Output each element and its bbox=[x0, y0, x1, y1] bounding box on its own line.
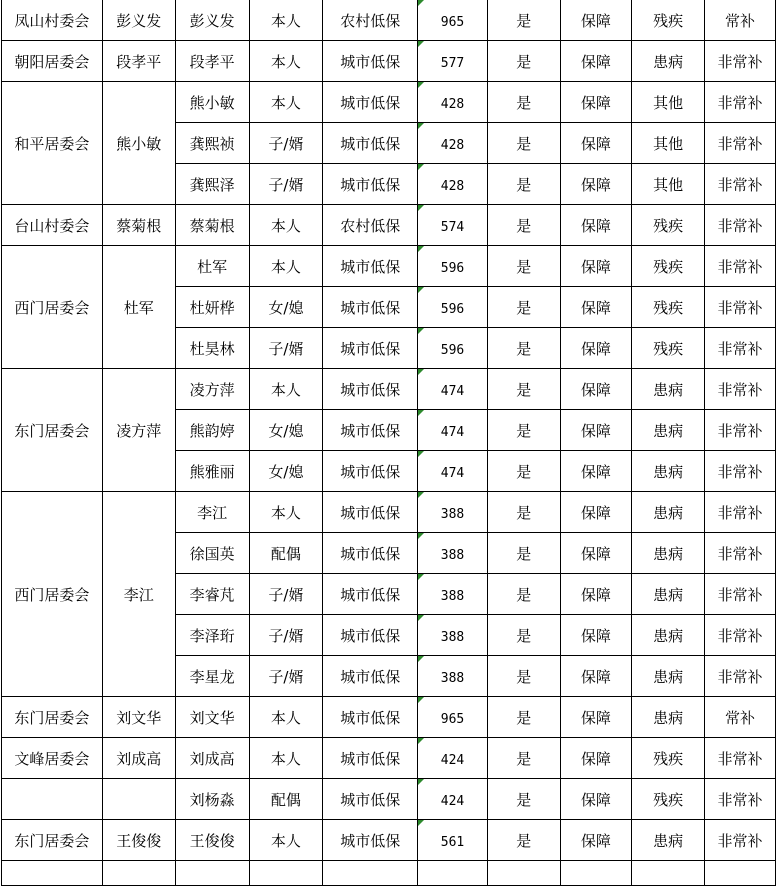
relation-cell[interactable]: 女/媳 bbox=[249, 410, 323, 451]
relation-cell[interactable]: 本人 bbox=[249, 0, 323, 41]
table-row bbox=[2, 820, 776, 861]
relation-cell[interactable]: 本人 bbox=[249, 246, 323, 287]
subsidy-cell[interactable]: 非常补 bbox=[705, 451, 776, 492]
table-row bbox=[2, 738, 776, 779]
member-name-cell[interactable]: 龚熙泽 bbox=[175, 164, 249, 205]
community-cell[interactable]: 和平居委会 bbox=[2, 82, 103, 205]
category-cell[interactable]: 保障 bbox=[560, 287, 632, 328]
reason-cell[interactable]: 患病 bbox=[632, 369, 705, 410]
table-row bbox=[2, 861, 776, 886]
relation-cell[interactable]: 本人 bbox=[249, 738, 323, 779]
member-name-cell[interactable]: 龚熙祯 bbox=[175, 123, 249, 164]
assistance-type-cell[interactable] bbox=[323, 861, 418, 886]
amount-cell[interactable]: 424 bbox=[418, 779, 488, 820]
assistance-type-cell[interactable]: 城市低保 bbox=[323, 697, 418, 738]
category-cell[interactable]: 保障 bbox=[560, 697, 632, 738]
assistance-type-cell[interactable]: 城市低保 bbox=[323, 164, 418, 205]
assistance-table bbox=[1, 0, 776, 886]
flag-cell[interactable]: 是 bbox=[487, 164, 560, 205]
category-cell[interactable]: 保障 bbox=[560, 492, 632, 533]
amount-cell[interactable] bbox=[418, 861, 488, 886]
assistance-type-cell[interactable]: 城市低保 bbox=[323, 123, 418, 164]
table-row bbox=[2, 0, 776, 41]
amount-cell[interactable]: 428 bbox=[418, 123, 488, 164]
member-name-cell[interactable]: 杜妍桦 bbox=[175, 287, 249, 328]
subsidy-cell[interactable]: 非常补 bbox=[705, 123, 776, 164]
relation-cell[interactable] bbox=[249, 861, 323, 886]
relation-cell[interactable]: 子/婿 bbox=[249, 656, 323, 697]
table-row bbox=[2, 779, 776, 820]
reason-cell[interactable]: 患病 bbox=[632, 615, 705, 656]
reason-cell[interactable]: 残疾 bbox=[632, 205, 705, 246]
category-cell[interactable] bbox=[560, 861, 632, 886]
reason-cell[interactable] bbox=[632, 861, 705, 886]
assistance-type-cell[interactable]: 城市低保 bbox=[323, 574, 418, 615]
subsidy-cell[interactable]: 非常补 bbox=[705, 738, 776, 779]
relation-cell[interactable]: 本人 bbox=[249, 492, 323, 533]
member-name-cell[interactable]: 熊雅丽 bbox=[175, 451, 249, 492]
category-cell[interactable]: 保障 bbox=[560, 820, 632, 861]
amount-cell[interactable]: 428 bbox=[418, 164, 488, 205]
flag-cell[interactable]: 是 bbox=[487, 41, 560, 82]
community-cell[interactable]: 东门居委会 bbox=[2, 820, 103, 861]
relation-cell[interactable]: 女/媳 bbox=[249, 451, 323, 492]
household-head-cell[interactable]: 王俊俊 bbox=[102, 820, 175, 861]
amount-cell[interactable]: 388 bbox=[418, 615, 488, 656]
flag-cell[interactable]: 是 bbox=[487, 492, 560, 533]
subsidy-cell[interactable]: 非常补 bbox=[705, 205, 776, 246]
member-name-cell[interactable]: 李泽珩 bbox=[175, 615, 249, 656]
flag-cell[interactable]: 是 bbox=[487, 369, 560, 410]
relation-cell[interactable]: 本人 bbox=[249, 82, 323, 123]
flag-cell[interactable]: 是 bbox=[487, 738, 560, 779]
member-name-cell[interactable]: 凌方萍 bbox=[175, 369, 249, 410]
flag-cell[interactable]: 是 bbox=[487, 205, 560, 246]
flag-cell[interactable]: 是 bbox=[487, 82, 560, 123]
community-cell[interactable]: 东门居委会 bbox=[2, 369, 103, 492]
relation-cell[interactable]: 本人 bbox=[249, 697, 323, 738]
category-cell[interactable]: 保障 bbox=[560, 574, 632, 615]
amount-cell[interactable]: 388 bbox=[418, 533, 488, 574]
assistance-type-cell[interactable]: 城市低保 bbox=[323, 246, 418, 287]
flag-cell[interactable] bbox=[487, 861, 560, 886]
member-name-cell[interactable]: 刘成高 bbox=[175, 738, 249, 779]
assistance-type-cell[interactable]: 城市低保 bbox=[323, 615, 418, 656]
member-name-cell[interactable]: 李江 bbox=[175, 492, 249, 533]
assistance-type-cell[interactable]: 城市低保 bbox=[323, 82, 418, 123]
table-row bbox=[2, 205, 776, 246]
category-cell[interactable]: 保障 bbox=[560, 82, 632, 123]
assistance-type-cell[interactable]: 城市低保 bbox=[323, 328, 418, 369]
reason-cell[interactable]: 其他 bbox=[632, 123, 705, 164]
category-cell[interactable]: 保障 bbox=[560, 451, 632, 492]
community-cell[interactable]: 文峰居委会 bbox=[2, 738, 103, 779]
amount-cell[interactable]: 388 bbox=[418, 492, 488, 533]
subsidy-cell[interactable]: 非常补 bbox=[705, 41, 776, 82]
table-row bbox=[2, 369, 776, 410]
relation-cell[interactable]: 女/媳 bbox=[249, 287, 323, 328]
subsidy-cell[interactable] bbox=[705, 861, 776, 886]
flag-cell[interactable]: 是 bbox=[487, 246, 560, 287]
household-head-cell[interactable]: 彭义发 bbox=[102, 0, 175, 41]
assistance-type-cell[interactable]: 城市低保 bbox=[323, 533, 418, 574]
relation-cell[interactable]: 子/婿 bbox=[249, 328, 323, 369]
category-cell[interactable]: 保障 bbox=[560, 533, 632, 574]
reason-cell[interactable]: 残疾 bbox=[632, 738, 705, 779]
flag-cell[interactable]: 是 bbox=[487, 779, 560, 820]
amount-cell[interactable]: 596 bbox=[418, 246, 488, 287]
flag-cell[interactable]: 是 bbox=[487, 574, 560, 615]
reason-cell[interactable]: 其他 bbox=[632, 164, 705, 205]
member-name-cell[interactable]: 杜昊林 bbox=[175, 328, 249, 369]
reason-cell[interactable]: 患病 bbox=[632, 574, 705, 615]
category-cell[interactable]: 保障 bbox=[560, 369, 632, 410]
subsidy-cell[interactable]: 非常补 bbox=[705, 492, 776, 533]
flag-cell[interactable]: 是 bbox=[487, 451, 560, 492]
member-name-cell[interactable]: 王俊俊 bbox=[175, 820, 249, 861]
table-row bbox=[2, 41, 776, 82]
assistance-type-cell[interactable]: 城市低保 bbox=[323, 410, 418, 451]
category-cell[interactable]: 保障 bbox=[560, 205, 632, 246]
amount-cell[interactable]: 596 bbox=[418, 287, 488, 328]
community-cell[interactable] bbox=[2, 779, 103, 820]
table-row bbox=[2, 246, 776, 287]
flag-cell[interactable]: 是 bbox=[487, 0, 560, 41]
household-head-cell[interactable]: 杜军 bbox=[102, 246, 175, 369]
member-name-cell[interactable]: 杜军 bbox=[175, 246, 249, 287]
category-cell[interactable]: 保障 bbox=[560, 656, 632, 697]
member-name-cell[interactable]: 段孝平 bbox=[175, 41, 249, 82]
member-name-cell[interactable]: 刘杨淼 bbox=[175, 779, 249, 820]
reason-cell[interactable]: 患病 bbox=[632, 656, 705, 697]
subsidy-cell[interactable]: 非常补 bbox=[705, 82, 776, 123]
member-name-cell[interactable]: 蔡菊根 bbox=[175, 205, 249, 246]
community-cell[interactable]: 西门居委会 bbox=[2, 246, 103, 369]
flag-cell[interactable]: 是 bbox=[487, 656, 560, 697]
subsidy-cell[interactable]: 非常补 bbox=[705, 615, 776, 656]
reason-cell[interactable]: 患病 bbox=[632, 41, 705, 82]
household-head-cell[interactable]: 蔡菊根 bbox=[102, 205, 175, 246]
amount-cell[interactable]: 561 bbox=[418, 820, 488, 861]
reason-cell[interactable]: 残疾 bbox=[632, 0, 705, 41]
subsidy-cell[interactable]: 非常补 bbox=[705, 369, 776, 410]
reason-cell[interactable]: 患病 bbox=[632, 492, 705, 533]
amount-cell[interactable]: 474 bbox=[418, 369, 488, 410]
amount-cell[interactable]: 474 bbox=[418, 451, 488, 492]
reason-cell[interactable]: 患病 bbox=[632, 451, 705, 492]
reason-cell[interactable]: 残疾 bbox=[632, 328, 705, 369]
category-cell[interactable]: 保障 bbox=[560, 738, 632, 779]
category-cell[interactable]: 保障 bbox=[560, 615, 632, 656]
subsidy-cell[interactable]: 常补 bbox=[705, 697, 776, 738]
reason-cell[interactable]: 残疾 bbox=[632, 779, 705, 820]
reason-cell[interactable]: 残疾 bbox=[632, 287, 705, 328]
assistance-type-cell[interactable]: 城市低保 bbox=[323, 779, 418, 820]
category-cell[interactable]: 保障 bbox=[560, 410, 632, 451]
assistance-type-cell[interactable]: 农村低保 bbox=[323, 0, 418, 41]
assistance-type-cell[interactable]: 农村低保 bbox=[323, 205, 418, 246]
table-row bbox=[2, 492, 776, 533]
assistance-type-cell[interactable]: 城市低保 bbox=[323, 738, 418, 779]
assistance-type-cell[interactable]: 城市低保 bbox=[323, 287, 418, 328]
reason-cell[interactable]: 患病 bbox=[632, 533, 705, 574]
member-name-cell[interactable]: 彭义发 bbox=[175, 0, 249, 41]
subsidy-cell[interactable]: 非常补 bbox=[705, 287, 776, 328]
household-head-cell[interactable]: 刘成高 bbox=[102, 738, 175, 779]
member-name-cell[interactable]: 李星龙 bbox=[175, 656, 249, 697]
relation-cell[interactable]: 本人 bbox=[249, 41, 323, 82]
flag-cell[interactable]: 是 bbox=[487, 533, 560, 574]
category-cell[interactable]: 保障 bbox=[560, 123, 632, 164]
reason-cell[interactable]: 其他 bbox=[632, 82, 705, 123]
flag-cell[interactable]: 是 bbox=[487, 410, 560, 451]
subsidy-cell[interactable]: 非常补 bbox=[705, 164, 776, 205]
subsidy-cell[interactable]: 非常补 bbox=[705, 246, 776, 287]
reason-cell[interactable]: 患病 bbox=[632, 820, 705, 861]
household-head-cell[interactable]: 熊小敏 bbox=[102, 82, 175, 205]
member-name-cell[interactable]: 熊小敏 bbox=[175, 82, 249, 123]
reason-cell[interactable]: 残疾 bbox=[632, 246, 705, 287]
assistance-type-cell[interactable]: 城市低保 bbox=[323, 41, 418, 82]
category-cell[interactable]: 保障 bbox=[560, 0, 632, 41]
reason-cell[interactable]: 患病 bbox=[632, 410, 705, 451]
household-head-cell[interactable]: 李江 bbox=[102, 492, 175, 697]
category-cell[interactable]: 保障 bbox=[560, 41, 632, 82]
reason-cell[interactable]: 患病 bbox=[632, 697, 705, 738]
relation-cell[interactable]: 本人 bbox=[249, 205, 323, 246]
assistance-type-cell[interactable]: 城市低保 bbox=[323, 492, 418, 533]
member-name-cell[interactable]: 刘文华 bbox=[175, 697, 249, 738]
amount-cell[interactable]: 574 bbox=[418, 205, 488, 246]
flag-cell[interactable]: 是 bbox=[487, 697, 560, 738]
relation-cell[interactable]: 子/婿 bbox=[249, 574, 323, 615]
community-cell[interactable]: 东门居委会 bbox=[2, 697, 103, 738]
flag-cell[interactable]: 是 bbox=[487, 820, 560, 861]
amount-cell[interactable]: 965 bbox=[418, 0, 488, 41]
community-cell[interactable]: 朝阳居委会 bbox=[2, 41, 103, 82]
relation-cell[interactable]: 子/婿 bbox=[249, 615, 323, 656]
relation-cell[interactable]: 配偶 bbox=[249, 779, 323, 820]
flag-cell[interactable]: 是 bbox=[487, 287, 560, 328]
subsidy-cell[interactable]: 常补 bbox=[705, 0, 776, 41]
community-cell[interactable] bbox=[2, 861, 103, 886]
table-row bbox=[2, 697, 776, 738]
amount-cell[interactable]: 424 bbox=[418, 738, 488, 779]
assistance-type-cell[interactable]: 城市低保 bbox=[323, 451, 418, 492]
household-head-cell[interactable]: 段孝平 bbox=[102, 41, 175, 82]
assistance-type-cell[interactable]: 城市低保 bbox=[323, 369, 418, 410]
flag-cell[interactable]: 是 bbox=[487, 123, 560, 164]
relation-cell[interactable]: 本人 bbox=[249, 820, 323, 861]
household-head-cell[interactable] bbox=[102, 861, 175, 886]
member-name-cell[interactable]: 李睿芃 bbox=[175, 574, 249, 615]
subsidy-cell[interactable]: 非常补 bbox=[705, 328, 776, 369]
flag-cell[interactable]: 是 bbox=[487, 328, 560, 369]
flag-cell[interactable]: 是 bbox=[487, 615, 560, 656]
amount-cell[interactable]: 474 bbox=[418, 410, 488, 451]
relation-cell[interactable]: 配偶 bbox=[249, 533, 323, 574]
amount-cell[interactable]: 596 bbox=[418, 328, 488, 369]
member-name-cell[interactable] bbox=[175, 861, 249, 886]
member-name-cell[interactable]: 徐国英 bbox=[175, 533, 249, 574]
subsidy-cell[interactable]: 非常补 bbox=[705, 656, 776, 697]
amount-cell[interactable]: 428 bbox=[418, 82, 488, 123]
amount-cell[interactable]: 965 bbox=[418, 697, 488, 738]
amount-cell[interactable]: 388 bbox=[418, 656, 488, 697]
household-head-cell[interactable]: 刘文华 bbox=[102, 697, 175, 738]
relation-cell[interactable]: 本人 bbox=[249, 369, 323, 410]
relation-cell[interactable]: 子/婿 bbox=[249, 123, 323, 164]
member-name-cell[interactable]: 熊韵婷 bbox=[175, 410, 249, 451]
amount-cell[interactable]: 577 bbox=[418, 41, 488, 82]
subsidy-cell[interactable]: 非常补 bbox=[705, 574, 776, 615]
subsidy-cell[interactable]: 非常补 bbox=[705, 533, 776, 574]
community-cell[interactable]: 台山村委会 bbox=[2, 205, 103, 246]
subsidy-cell[interactable]: 非常补 bbox=[705, 779, 776, 820]
household-head-cell[interactable] bbox=[102, 779, 175, 820]
table-row bbox=[2, 82, 776, 123]
community-cell[interactable]: 西门居委会 bbox=[2, 492, 103, 697]
assistance-type-cell[interactable]: 城市低保 bbox=[323, 820, 418, 861]
household-head-cell[interactable]: 凌方萍 bbox=[102, 369, 175, 492]
assistance-type-cell[interactable]: 城市低保 bbox=[323, 656, 418, 697]
category-cell[interactable]: 保障 bbox=[560, 328, 632, 369]
category-cell[interactable]: 保障 bbox=[560, 164, 632, 205]
category-cell[interactable]: 保障 bbox=[560, 246, 632, 287]
subsidy-cell[interactable]: 非常补 bbox=[705, 820, 776, 861]
category-cell[interactable]: 保障 bbox=[560, 779, 632, 820]
amount-cell[interactable]: 388 bbox=[418, 574, 488, 615]
relation-cell[interactable]: 子/婿 bbox=[249, 164, 323, 205]
subsidy-cell[interactable]: 非常补 bbox=[705, 410, 776, 451]
community-cell[interactable]: 凤山村委会 bbox=[2, 0, 103, 41]
